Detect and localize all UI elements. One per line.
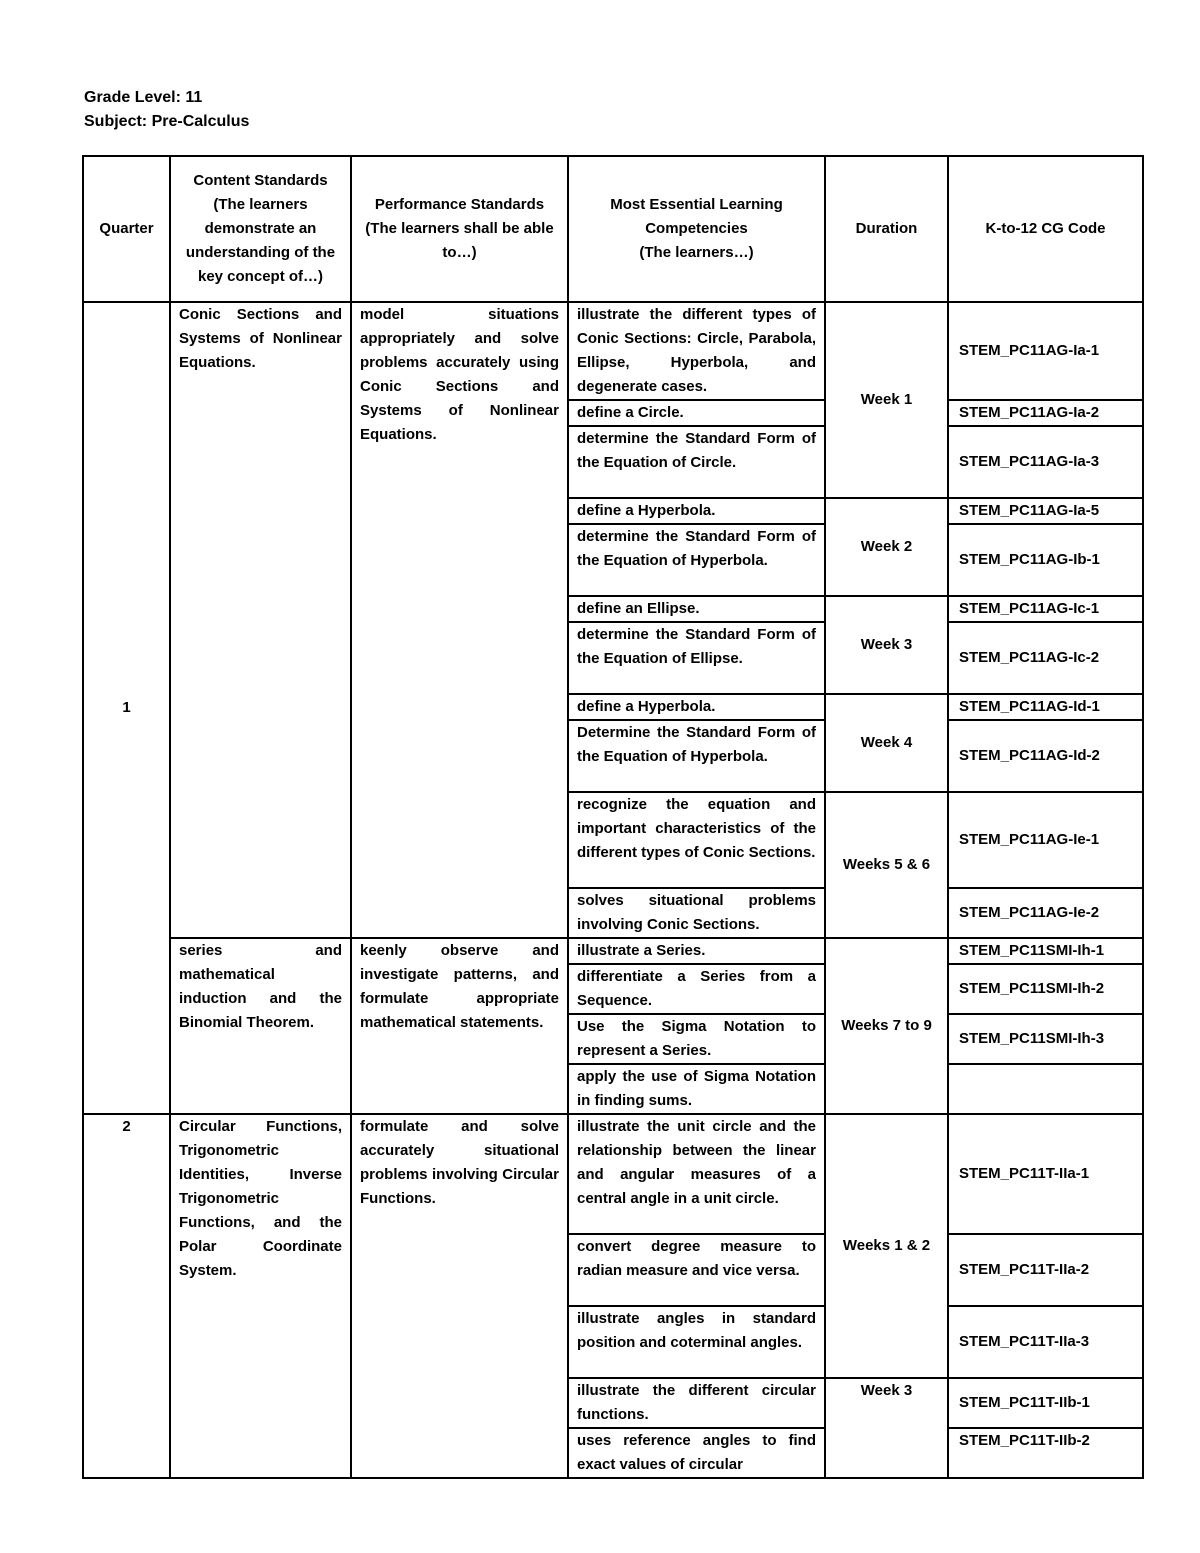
header-melc: Most Essential Learning Competencies (The learners…)	[568, 156, 825, 302]
content-standard-cell: Circular Functions, Trigonometric Identities, Inverse Trigonometric Functions, and the Polar Coordinate System.	[170, 1114, 351, 1478]
cg-code-cell: STEM_PC11AG-Ie-2	[948, 888, 1143, 938]
melc-table	[82, 155, 1144, 1479]
quarter-cell: 2	[83, 1114, 170, 1478]
performance-standard-cell: formulate and solve accurately situational problems involving Circular Functions.	[351, 1114, 568, 1478]
cg-code-cell: STEM_PC11T-IIa-3	[948, 1306, 1143, 1378]
header-cg-code: K-to-12 CG Code	[948, 156, 1143, 302]
competency-cell: define a Hyperbola.	[568, 498, 825, 524]
duration-cell: Weeks 5 & 6	[825, 792, 948, 938]
cg-code-cell: STEM_PC11AG-Id-1	[948, 694, 1143, 720]
competency-cell: determine the Standard Form of the Equation of Hyperbola.	[568, 524, 825, 596]
cg-code-cell: STEM_PC11AG-Ia-3	[948, 426, 1143, 498]
table-header-row	[83, 156, 1143, 302]
quarter-cell: 1	[83, 302, 170, 1114]
header-content-standards: Content Standards (The learners demonstrate an understanding of the key concept of…)	[170, 156, 351, 302]
duration-cell: Week 3	[825, 596, 948, 694]
cg-code-cell: STEM_PC11AG-Id-2	[948, 720, 1143, 792]
cg-code-cell: STEM_PC11AG-Ie-1	[948, 792, 1143, 888]
competency-cell: illustrate the unit circle and the relationship between the linear and angular measures of a central angle in a unit circle.	[568, 1114, 825, 1234]
competency-cell: define a Hyperbola.	[568, 694, 825, 720]
cg-code-cell	[948, 1064, 1143, 1114]
cg-code-cell: STEM_PC11AG-Ia-1	[948, 302, 1143, 400]
cg-code-cell: STEM_PC11T-IIb-2	[948, 1428, 1143, 1478]
table-row	[83, 302, 1143, 400]
cg-code-cell: STEM_PC11SMI-Ih-3	[948, 1014, 1143, 1064]
competency-cell: determine the Standard Form of the Equation of Circle.	[568, 426, 825, 498]
table-row	[83, 1114, 1143, 1234]
competency-cell: define a Circle.	[568, 400, 825, 426]
subject: Subject: Pre-Calculus	[84, 113, 250, 130]
competency-cell: differentiate a Series from a Sequence.	[568, 964, 825, 1014]
competency-cell: illustrate a Series.	[568, 938, 825, 964]
competency-cell: determine the Standard Form of the Equation of Ellipse.	[568, 622, 825, 694]
content-standard-cell: series and mathematical induction and the Binomial Theorem.	[170, 938, 351, 1114]
duration-cell: Week 2	[825, 498, 948, 596]
competency-cell: Determine the Standard Form of the Equation of Hyperbola.	[568, 720, 825, 792]
performance-standard-cell: model situations appropriately and solve problems accurately using Conic Sections and Systems of Nonlinear Equations.	[351, 302, 568, 938]
competency-cell: illustrate angles in standard position and coterminal angles.	[568, 1306, 825, 1378]
competency-cell: illustrate the different types of Conic Sections: Circle, Parabola, Ellipse, Hyperbola, and degenerate cases.	[568, 302, 825, 400]
competency-cell: convert degree measure to radian measure and vice versa.	[568, 1234, 825, 1306]
cg-code-cell: STEM_PC11T-IIa-1	[948, 1114, 1143, 1234]
cg-code-cell: STEM_PC11AG-Ic-1	[948, 596, 1143, 622]
cg-code-cell: STEM_PC11SMI-Ih-2	[948, 964, 1143, 1014]
competency-cell: illustrate the different circular functions.	[568, 1378, 825, 1428]
duration-cell: Week 3	[825, 1378, 948, 1478]
header-duration: Duration	[825, 156, 948, 302]
cg-code-cell: STEM_PC11AG-Ia-5	[948, 498, 1143, 524]
performance-standard-cell: keenly observe and investigate patterns, and formulate appropriate mathematical statements.	[351, 938, 568, 1114]
cg-code-cell: STEM_PC11AG-Ic-2	[948, 622, 1143, 694]
duration-cell: Week 1	[825, 302, 948, 498]
document-header	[84, 86, 249, 134]
header-performance-standards: Performance Standards (The learners shall be able to…)	[351, 156, 568, 302]
competency-cell: recognize the equation and important characteristics of the different types of Conic Sections.	[568, 792, 825, 888]
duration-cell: Week 4	[825, 694, 948, 792]
grade-level: Grade Level: 11	[84, 89, 203, 106]
cg-code-cell: STEM_PC11AG-Ia-2	[948, 400, 1143, 426]
cg-code-cell: STEM_PC11T-IIa-2	[948, 1234, 1143, 1306]
cg-code-cell: STEM_PC11AG-Ib-1	[948, 524, 1143, 596]
duration-cell: Weeks 7 to 9	[825, 938, 948, 1114]
competency-cell: solves situational problems involving Conic Sections.	[568, 888, 825, 938]
duration-cell: Weeks 1 & 2	[825, 1114, 948, 1378]
content-standard-cell: Conic Sections and Systems of Nonlinear Equations.	[170, 302, 351, 938]
cg-code-cell: STEM_PC11T-IIb-1	[948, 1378, 1143, 1428]
competency-cell: Use the Sigma Notation to represent a Series.	[568, 1014, 825, 1064]
competency-cell: uses reference angles to find exact values of circular	[568, 1428, 825, 1478]
table-row	[83, 938, 1143, 964]
competency-cell: apply the use of Sigma Notation in finding sums.	[568, 1064, 825, 1114]
header-quarter: Quarter	[83, 156, 170, 302]
competency-cell: define an Ellipse.	[568, 596, 825, 622]
cg-code-cell: STEM_PC11SMI-Ih-1	[948, 938, 1143, 964]
